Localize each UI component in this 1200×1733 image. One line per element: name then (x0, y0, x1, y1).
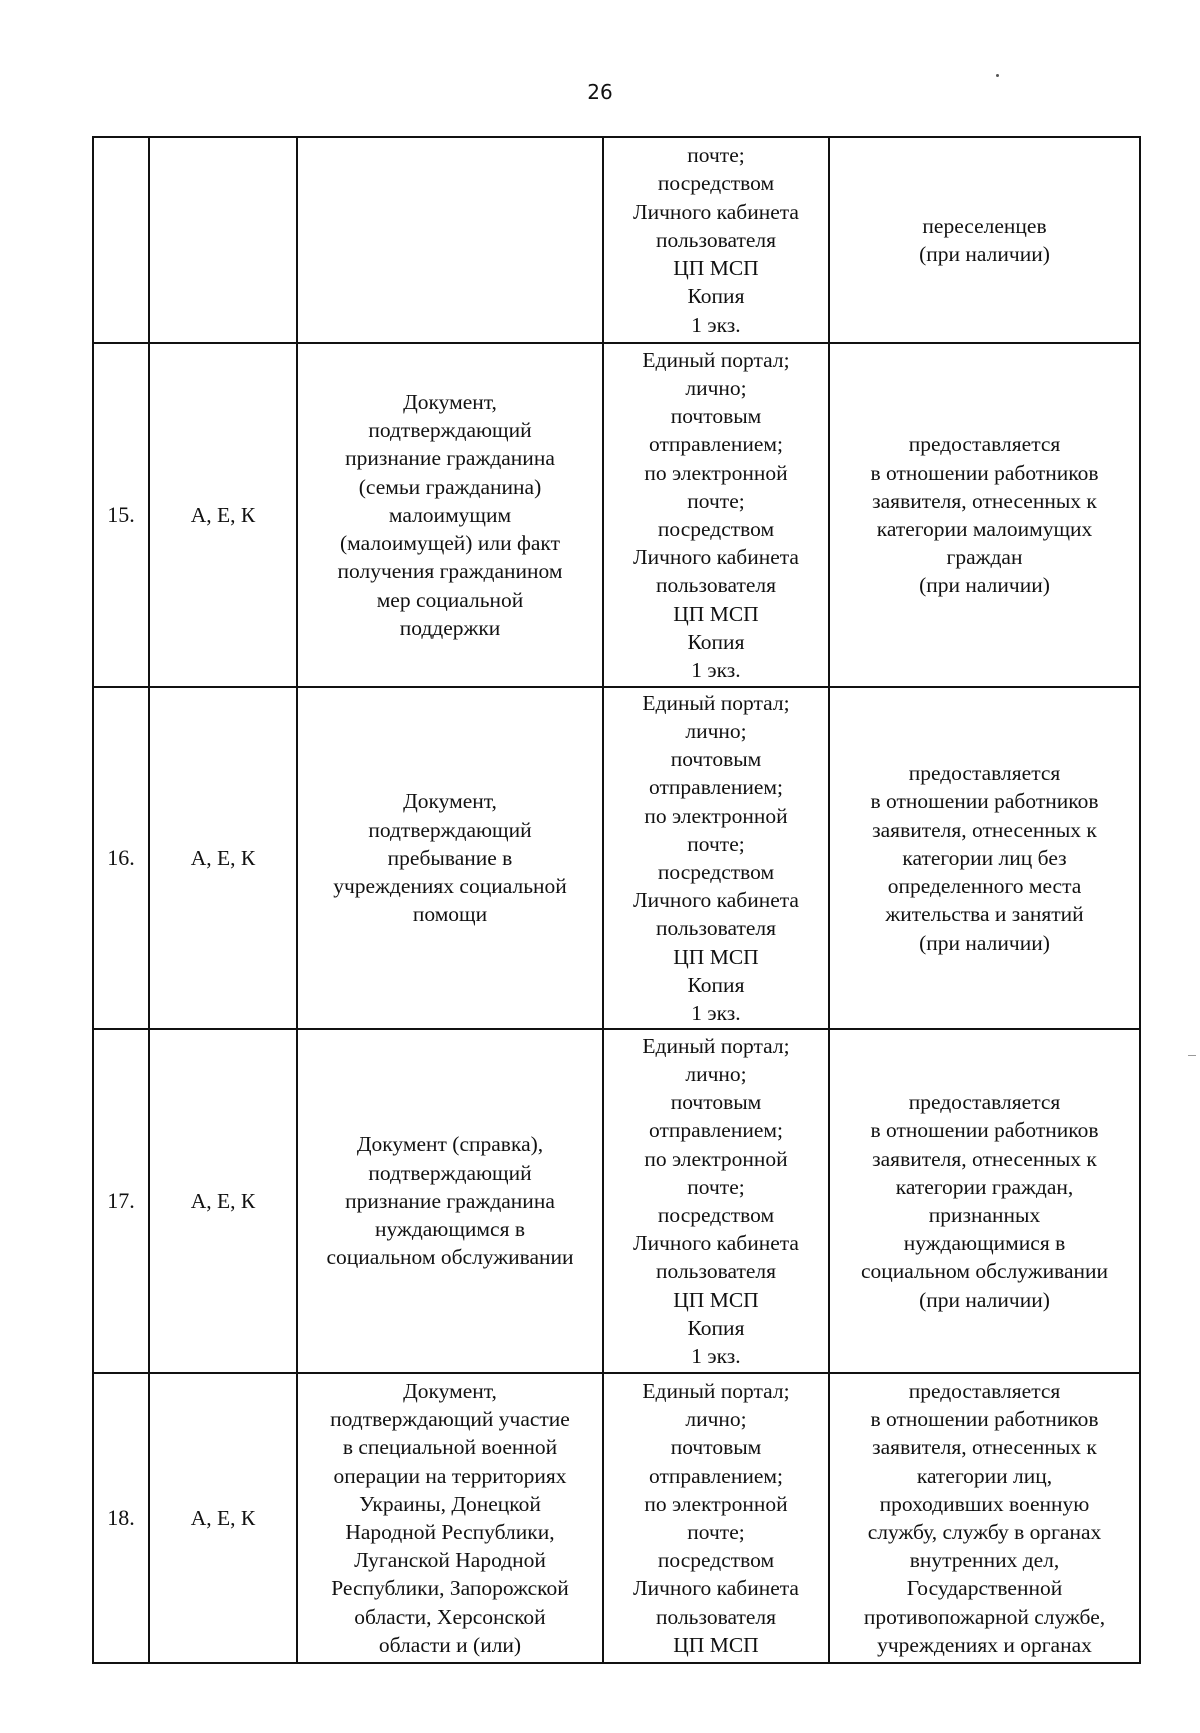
document-line: Документ (справка), (356, 1132, 544, 1157)
note-line: признанных (928, 1203, 1041, 1227)
document-line: подтверждающий участие (330, 1407, 570, 1432)
document-line: социальном обслуживании (326, 1245, 574, 1270)
document-line: Документ, (403, 789, 497, 814)
document-line: мер социальной (376, 587, 524, 612)
method-line: посредством (657, 517, 775, 541)
method-line: почтовым (670, 1435, 762, 1460)
method-line: отправлением; (649, 1118, 783, 1143)
note-cell (829, 343, 1140, 687)
scan-speck (996, 74, 999, 77)
method-line: лично; (685, 718, 747, 743)
applicant-codes-cell: А, Е, К (149, 1373, 297, 1663)
note-line: определенного места (887, 874, 1082, 899)
document-line: учреждениях социальной (333, 874, 567, 899)
method-line: 1 экз. (691, 658, 741, 683)
method-line: посредством (657, 860, 775, 884)
method-line: Личного кабинета (633, 888, 799, 913)
document-line: пребывание в (387, 845, 513, 870)
note-line: социальном обслуживании (860, 1259, 1109, 1284)
method-line: Единый портал; (642, 1378, 790, 1403)
method-line: ЦП МСП (673, 1287, 759, 1312)
method-line: почте; (687, 831, 745, 856)
method-line: пользователя (655, 227, 777, 252)
method-line: отправлением; (649, 775, 783, 800)
note-cell (829, 137, 1140, 343)
applicant-codes-cell (149, 137, 297, 343)
row-number-cell: 15. (93, 343, 149, 687)
document-line: получения гражданином (337, 559, 563, 584)
method-line: пользователя (655, 573, 777, 598)
note-line: нуждающимися в (903, 1231, 1066, 1256)
method-line: по электронной (644, 1146, 788, 1171)
document-line: в специальной военной (342, 1435, 558, 1460)
note-line: предоставляется (908, 761, 1061, 786)
table-row (93, 687, 1140, 1029)
method-line: отправлением; (649, 1463, 783, 1488)
method-line: 1 экз. (691, 312, 741, 337)
method-line: ЦП МСП (673, 944, 759, 969)
method-cell (603, 1373, 829, 1663)
note-line: внутренних дел, (909, 1548, 1060, 1573)
method-line: пользователя (655, 1259, 777, 1284)
row-number-cell (93, 137, 149, 343)
note-line: категории лиц, (916, 1463, 1053, 1488)
table-row (93, 1029, 1140, 1373)
method-line: по электронной (644, 1491, 788, 1516)
method-line: лично; (685, 1061, 747, 1086)
note-line: Государственной (906, 1576, 1063, 1601)
table-body (93, 137, 1140, 1663)
method-line: 1 экз. (691, 1001, 741, 1026)
note-line: в отношении работников (870, 1118, 1099, 1143)
note-line: жительства и занятий (885, 902, 1084, 927)
document-line: подтверждающий (368, 418, 532, 443)
note-line: в отношении работников (870, 789, 1099, 814)
note-line: предоставляется (908, 432, 1061, 457)
document-line: Документ, (403, 1378, 497, 1403)
method-line: лично; (685, 1407, 747, 1432)
document-line: Документ, (403, 390, 497, 415)
document-line: малоимущим (388, 502, 512, 527)
document-line: области, Херсонской (354, 1604, 546, 1629)
document-line: помощи (412, 902, 488, 927)
document-cell (297, 687, 603, 1029)
note-line: в отношении работников (870, 1407, 1099, 1432)
document-line: поддержки (399, 615, 501, 640)
method-line: почтовым (670, 1090, 762, 1115)
note-line: заявителя, отнесенных к (872, 1146, 1097, 1171)
applicant-codes-cell: А, Е, К (149, 1029, 297, 1373)
method-line: почте; (687, 488, 745, 513)
note-line: (при наличии) (919, 1287, 1050, 1312)
row-number-cell: 16. (93, 687, 149, 1029)
note-line: противопожарной службе, (863, 1604, 1106, 1629)
method-line: ЦП МСП (673, 1632, 759, 1657)
documents-table (92, 136, 1141, 1664)
note-line: (при наличии) (919, 573, 1050, 598)
row-number-cell: 18. (93, 1373, 149, 1663)
note-line: учреждениях и органах (877, 1632, 1092, 1657)
document-line: признание гражданина (345, 446, 555, 471)
document-line: Республики, Запорожской (331, 1576, 569, 1601)
method-line: Личного кабинета (633, 1231, 799, 1256)
scan-mark (1188, 1055, 1196, 1056)
note-line: проходивших военную (879, 1491, 1090, 1516)
note-line: категории граждан, (895, 1174, 1074, 1199)
document-line: области и (или) (378, 1632, 522, 1657)
method-line: почте; (687, 143, 745, 168)
row-number-cell: 17. (93, 1029, 149, 1373)
method-line: посредством (657, 1548, 775, 1573)
note-line: в отношении работников (870, 460, 1099, 485)
method-line: Личного кабинета (633, 545, 799, 570)
method-line: ЦП МСП (673, 256, 759, 281)
method-line: Единый портал; (642, 1033, 790, 1058)
method-line: Единый портал; (642, 347, 790, 372)
method-line: Копия (687, 629, 745, 654)
note-cell (829, 1373, 1140, 1663)
method-line: отправлением; (649, 432, 783, 457)
method-line: Единый портал; (642, 690, 790, 715)
note-line: категории малоимущих (876, 517, 1093, 541)
document-line: (малоимущей) или факт (340, 531, 560, 556)
note-line: заявителя, отнесенных к (872, 1435, 1097, 1460)
note-line: (при наличии) (919, 930, 1050, 955)
applicant-codes-cell: А, Е, К (149, 687, 297, 1029)
method-line: пользователя (655, 916, 777, 941)
method-line: посредством (657, 171, 775, 196)
document-line: нуждающимся в (375, 1217, 525, 1242)
method-line: почтовым (670, 404, 762, 429)
note-line: переселенцев (922, 213, 1047, 238)
method-line: 1 экз. (691, 1344, 741, 1369)
document-cell (297, 343, 603, 687)
method-line: Личного кабинета (633, 1576, 799, 1601)
applicant-codes-cell: А, Е, К (149, 343, 297, 687)
document-cell (297, 137, 603, 343)
document-line: (семьи гражданина) (358, 474, 542, 499)
note-line: заявителя, отнесенных к (872, 817, 1097, 842)
document-line: признание гражданина (345, 1188, 555, 1213)
document-line: Народной Республики, (345, 1520, 555, 1544)
note-cell (829, 1029, 1140, 1373)
method-line: по электронной (644, 803, 788, 828)
method-line: Личного кабинета (633, 199, 799, 224)
method-line: Копия (687, 1315, 745, 1340)
note-line: службу, службу в органах (867, 1520, 1102, 1544)
document-line: Украины, Донецкой (359, 1491, 541, 1516)
method-cell (603, 137, 829, 343)
table-row (93, 1373, 1140, 1663)
method-cell (603, 687, 829, 1029)
method-cell (603, 343, 829, 687)
method-line: пользователя (655, 1604, 777, 1629)
note-line: граждан (946, 545, 1023, 570)
document-line: подтверждающий (368, 1160, 532, 1185)
method-line: лично; (685, 375, 747, 400)
table-row (93, 343, 1140, 687)
note-line: предоставляется (908, 1378, 1061, 1403)
document-line: Луганской Народной (354, 1548, 546, 1573)
note-line: заявителя, отнесенных к (872, 488, 1097, 513)
method-line: ЦП МСП (673, 601, 759, 626)
method-cell (603, 1029, 829, 1373)
page-number: 26 (587, 80, 613, 104)
method-line: почтовым (670, 747, 762, 772)
document-line: подтверждающий (368, 817, 532, 842)
document-line: операции на территориях (333, 1463, 567, 1488)
method-line: почте; (687, 1520, 745, 1544)
note-line: (при наличии) (919, 242, 1050, 266)
method-line: посредством (657, 1203, 775, 1227)
note-cell (829, 687, 1140, 1029)
note-line: категории лиц без (902, 845, 1067, 870)
table-row (93, 137, 1140, 343)
method-line: по электронной (644, 460, 788, 485)
method-line: Копия (687, 972, 745, 997)
document-cell (297, 1029, 603, 1373)
note-line: предоставляется (908, 1090, 1061, 1115)
document-cell (297, 1373, 603, 1663)
method-line: почте; (687, 1174, 745, 1199)
method-line: Копия (687, 284, 745, 309)
